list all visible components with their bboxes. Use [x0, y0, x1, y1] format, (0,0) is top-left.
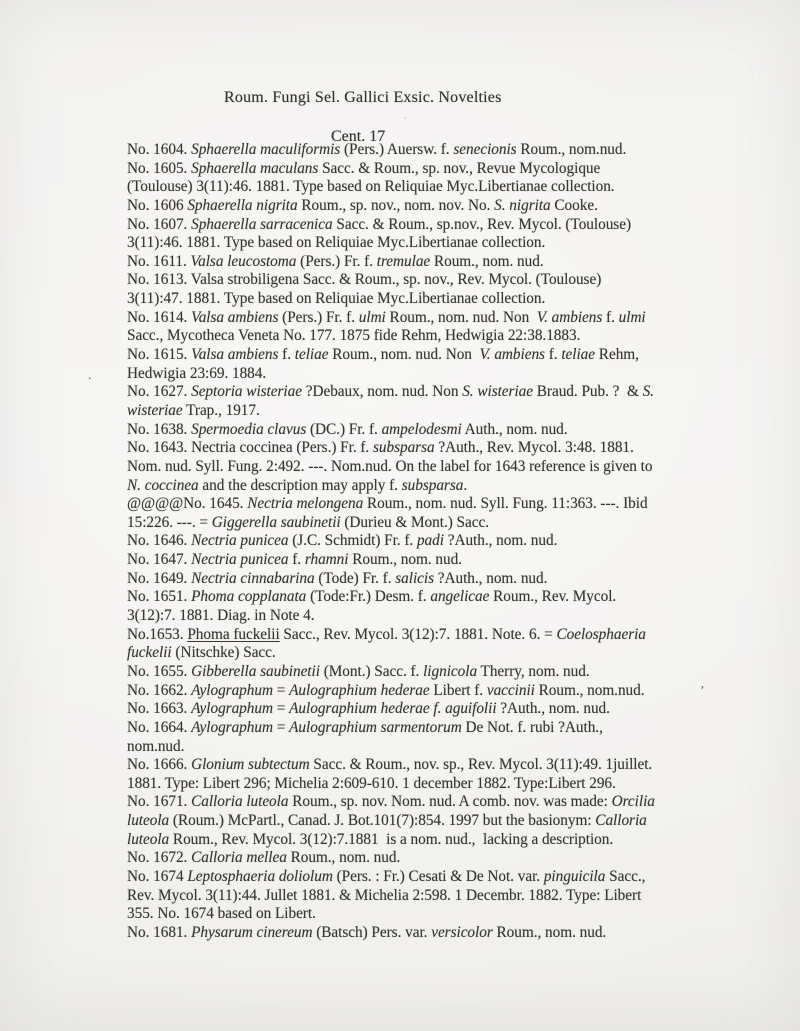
text-line: No. 1666. Glonium subtectum Sacc. & Roum., nov. sp., Rev. Mycol. 3(11):49. 1juillet. [127, 756, 653, 774]
text-line: wisteriae Trap., 1917. [127, 401, 260, 419]
text-line: No.1653. Phoma fuckelii Sacc., Rev. Mycol. 3(12):7. 1881. Note. 6. = Coelosphaeria [127, 625, 646, 643]
text-line: 3(11):47. 1881. Type based on Reliquiae Myc.Libertianae collection. [127, 290, 546, 308]
scan-artifact: . [88, 368, 92, 383]
text-line: No. 1646. Nectria punicea (J.C. Schmidt) Fr. f. padi ?Auth., nom. nud. [127, 532, 558, 550]
scan-artifact: · [403, 112, 408, 127]
text-line: (Toulouse) 3(11):46. 1881. Type based on Reliquiae Myc.Libertianae collection. [127, 178, 615, 196]
text-line: Rev. Mycol. 3(11):44. Jullet 1881. & Michelia 2:598. 1 Decembr. 1882. Type: Libert [127, 886, 642, 904]
text-line: No. 1655. Gibberella saubinetii (Mont.) Sacc. f. lignicola Therry, nom. nud. [127, 662, 590, 680]
text-line: Nom. nud. Syll. Fung. 2:492. ---. Nom.nud. On the label for 1643 reference is given to [127, 457, 653, 475]
text-line: No. 1672. Calloria mellea Roum., nom. nud. [127, 849, 401, 867]
text-line: No. 1649. Nectria cinnabarina (Tode) Fr. f. salicis ?Auth., nom. nud. [127, 569, 548, 587]
text-line: 355. No. 1674 based on Libert. [127, 905, 316, 923]
text-line: No. 1627. Septoria wisteriae ?Debaux, nom. nud. Non S. wisteriae Braud. Pub. ? & S. [127, 383, 654, 401]
text-line: No. 1604. Sphaerella maculiformis (Pers.) Auersw. f. senecionis Roum., nom.nud. [127, 141, 627, 158]
text-line: No. 1614. Valsa ambiens (Pers.) Fr. f. ulmi Roum., nom. nud. Non V. ambiens f. ulmi [127, 308, 646, 326]
text-line: 3(11):46. 1881. Type based on Reliquiae Myc.Libertianae collection. [127, 234, 546, 252]
text-line: No. 1663. Aylographum = Aulographium hederae f. aguifolii ?Auth., nom. nud. [127, 700, 610, 718]
text-line: No. 1611. Valsa leucostoma (Pers.) Fr. f. tremulae Roum., nom. nud. [127, 252, 544, 270]
text-line: fuckelii (Nitschke) Sacc. [127, 644, 276, 662]
text-line: No. 1613. Valsa strobiligena Sacc. & Roum., sp. nov., Rev. Mycol. (Toulouse) [127, 271, 602, 289]
text-line: No. 1681. Physarum cinereum (Batsch) Pers. var. versicolor Roum., nom. nud. [127, 923, 607, 941]
text-line: No. 1651. Phoma copplanata (Tode:Fr.) Desm. f. angelicae Roum., Rev. Mycol. [127, 588, 617, 606]
text-line: 3(12):7. 1881. Diag. in Note 4. [127, 607, 315, 625]
text-line: No. 1605. Sphaerella maculans Sacc. & Roum., sp. nov., Revue Mycologique [127, 159, 601, 177]
text-line: No. 1638. Spermoedia clavus (DC.) Fr. f. ampelodesmi Auth., nom. nud. [127, 420, 568, 438]
text-line: No. 1647. Nectria punicea f. rhamni Roum., nom. nud. [127, 551, 462, 569]
text-line: No. 1671. Calloria luteola Roum., sp. nov. Nom. nud. A comb. nov. was made: Orcilia [127, 793, 655, 811]
text-line: luteola Roum., Rev. Mycol. 3(12):7.1881 is a nom. nud., lacking a description. [127, 830, 614, 848]
text-line: No. 1615. Valsa ambiens f. teliae Roum., nom. nud. Non V. ambiens f. teliae Rehm, [127, 346, 639, 364]
scan-artifact: ’ [700, 684, 705, 699]
doc-title: Roum. Fungi Sel. Gallici Exsic. Novelties [224, 89, 502, 106]
text-line: 15:226. ---. = Giggerella saubinetii (Durieu & Mont.) Sacc. [127, 513, 489, 531]
text-line: 1881. Type: Libert 296; Michelia 2:609-610. 1 december 1882. Type:Libert 296. [127, 774, 616, 792]
text-line: Hedwigia 23:69. 1884. [127, 364, 267, 382]
text-line: No. 1643. Nectria coccinea (Pers.) Fr. f. subsparsa ?Auth., Rev. Mycol. 3:48. 1881. [127, 439, 634, 457]
text-line: nom.nud. [127, 737, 185, 755]
text-line: No. 1662. Aylographum = Aulographium hederae Libert f. vaccinii Roum., nom.nud. [127, 681, 645, 699]
text-line: No. 1674 Leptosphaeria doliolum (Pers. : Fr.) Cesati & De Not. var. pinguicila Sacc., [127, 867, 646, 885]
text-body [127, 141, 767, 943]
text-line: Sacc., Mycotheca Veneta No. 177. 1875 fide Rehm, Hedwigia 22:38.1883. [127, 327, 581, 345]
text-line: No. 1664. Aylographum = Aulographium sarmentorum De Not. f. rubi ?Auth., [127, 718, 603, 736]
text-line: No. 1606 Sphaerella nigrita Roum., sp. nov., nom. nov. No. S. nigrita Cooke. [127, 196, 598, 214]
text-line: N. coccinea and the description may apply f. subsparsa. [127, 476, 468, 494]
text-line: No. 1607. Sphaerella sarracenica Sacc. & Roum., sp.nov., Rev. Mycol. (Toulouse) [127, 215, 631, 233]
text-line: @@@@No. 1645. Nectria melongena Roum., nom. nud. Syll. Fung. 11:363. ---. Ibid [127, 495, 648, 513]
text-line: luteola (Roum.) McPartl., Canad. J. Bot.101(7):854. 1997 but the basionym: Calloria [127, 812, 647, 830]
doc-subtitle: Cent. 17 [331, 128, 386, 145]
